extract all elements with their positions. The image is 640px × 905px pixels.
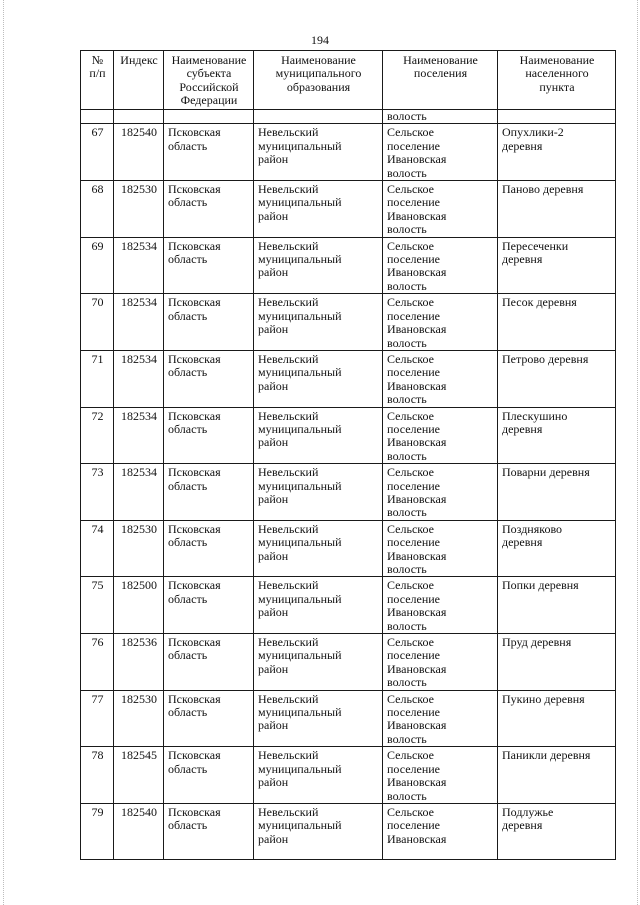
cell-subject: Псковская область <box>164 577 254 634</box>
cell-municipality: Невельский муниципальный район <box>254 464 383 521</box>
table-row <box>81 294 616 351</box>
continuation-settlement: волость <box>383 110 498 124</box>
cell-subject: Псковская область <box>164 747 254 804</box>
cell-index: 182540 <box>114 803 164 859</box>
header-settlement: Наименование поселения <box>383 51 498 110</box>
cell-number: 70 <box>81 294 114 351</box>
cell-index: 182500 <box>114 577 164 634</box>
cell-settlement: Сельское поселение Ивановская волость <box>383 407 498 464</box>
cell-locality: Пруд деревня <box>498 634 616 691</box>
table-row <box>81 237 616 294</box>
cell-locality: Паникли деревня <box>498 747 616 804</box>
cell-settlement: Сельское поселение Ивановская волость <box>383 634 498 691</box>
cell-municipality: Невельский муниципальный район <box>254 294 383 351</box>
continuation-cell <box>114 110 164 124</box>
table-row <box>81 577 616 634</box>
cell-settlement: Сельское поселение Ивановская волость <box>383 181 498 238</box>
cell-subject: Псковская область <box>164 124 254 181</box>
cell-settlement: Сельское поселение Ивановская волость <box>383 577 498 634</box>
cell-number: 78 <box>81 747 114 804</box>
continuation-row <box>81 110 616 124</box>
cell-number: 73 <box>81 464 114 521</box>
settlements-table <box>80 50 616 860</box>
cell-number: 72 <box>81 407 114 464</box>
cell-index: 182534 <box>114 237 164 294</box>
cell-settlement: Сельское поселение Ивановская волость <box>383 124 498 181</box>
cell-number: 79 <box>81 803 114 859</box>
cell-number: 77 <box>81 690 114 747</box>
cell-index: 182530 <box>114 181 164 238</box>
cell-subject: Псковская область <box>164 181 254 238</box>
header-municipality: Наименование муниципального образования <box>254 51 383 110</box>
cell-locality: Плескушино деревня <box>498 407 616 464</box>
cell-number: 71 <box>81 350 114 407</box>
table-row <box>81 803 616 859</box>
cell-subject: Псковская область <box>164 407 254 464</box>
cell-index: 182534 <box>114 350 164 407</box>
cell-index: 182545 <box>114 747 164 804</box>
cell-settlement: Сельское поселение Ивановская волость <box>383 690 498 747</box>
cell-index: 182530 <box>114 690 164 747</box>
cell-municipality: Невельский муниципальный район <box>254 350 383 407</box>
scan-edge-left <box>3 0 4 905</box>
cell-locality: Поздняково деревня <box>498 520 616 577</box>
cell-settlement: Сельское поселение Ивановская волость <box>383 747 498 804</box>
header-row <box>81 51 616 110</box>
cell-municipality: Невельский муниципальный район <box>254 181 383 238</box>
cell-municipality: Невельский муниципальный район <box>254 690 383 747</box>
cell-locality: Опухлики-2 деревня <box>498 124 616 181</box>
scan-edge-right <box>637 0 638 905</box>
cell-index: 182534 <box>114 294 164 351</box>
cell-locality: Попки деревня <box>498 577 616 634</box>
cell-municipality: Невельский муниципальный район <box>254 124 383 181</box>
cell-municipality: Невельский муниципальный район <box>254 577 383 634</box>
cell-index: 182536 <box>114 634 164 691</box>
cell-subject: Псковская область <box>164 350 254 407</box>
cell-municipality: Невельский муниципальный район <box>254 747 383 804</box>
continuation-cell <box>164 110 254 124</box>
table-row <box>81 181 616 238</box>
table-row <box>81 747 616 804</box>
cell-settlement: Сельское поселение Ивановская волость <box>383 237 498 294</box>
cell-settlement: Сельское поселение Ивановская волость <box>383 464 498 521</box>
continuation-cell <box>254 110 383 124</box>
cell-subject: Псковская область <box>164 690 254 747</box>
cell-subject: Псковская область <box>164 520 254 577</box>
cell-municipality: Невельский муниципальный район <box>254 520 383 577</box>
cell-locality: Песок деревня <box>498 294 616 351</box>
table-row <box>81 634 616 691</box>
table-row <box>81 464 616 521</box>
cell-index: 182530 <box>114 520 164 577</box>
cell-municipality: Невельский муниципальный район <box>254 803 383 859</box>
table-body <box>81 110 616 860</box>
table-row <box>81 520 616 577</box>
cell-locality: Поварни деревня <box>498 464 616 521</box>
table-row <box>81 124 616 181</box>
cell-settlement: Сельское поселение Ивановская волость <box>383 294 498 351</box>
cell-number: 68 <box>81 181 114 238</box>
continuation-cell <box>81 110 114 124</box>
cell-number: 75 <box>81 577 114 634</box>
cell-subject: Псковская область <box>164 803 254 859</box>
cell-settlement: Сельское поселение Ивановская волость <box>383 350 498 407</box>
cell-index: 182540 <box>114 124 164 181</box>
cell-locality: Пересеченки деревня <box>498 237 616 294</box>
cell-municipality: Невельский муниципальный район <box>254 237 383 294</box>
cell-index: 182534 <box>114 464 164 521</box>
cell-number: 76 <box>81 634 114 691</box>
cell-subject: Псковская область <box>164 634 254 691</box>
header-number: № п/п <box>81 51 114 110</box>
cell-subject: Псковская область <box>164 294 254 351</box>
cell-locality: Паново деревня <box>498 181 616 238</box>
cell-locality: Пукино деревня <box>498 690 616 747</box>
continuation-cell <box>498 110 616 124</box>
table-row <box>81 350 616 407</box>
table-header <box>81 51 616 110</box>
header-subject: Наименование субъекта Российской Федерации <box>164 51 254 110</box>
cell-number: 67 <box>81 124 114 181</box>
cell-index: 182534 <box>114 407 164 464</box>
cell-subject: Псковская область <box>164 464 254 521</box>
cell-number: 69 <box>81 237 114 294</box>
cell-locality: Подлужье деревня <box>498 803 616 859</box>
header-locality: Наименование населенного пункта <box>498 51 616 110</box>
table-row <box>81 407 616 464</box>
cell-settlement: Сельское поселение Ивановская волость <box>383 520 498 577</box>
header-index: Индекс <box>114 51 164 110</box>
cell-subject: Псковская область <box>164 237 254 294</box>
table-row <box>81 690 616 747</box>
cell-municipality: Невельский муниципальный район <box>254 407 383 464</box>
cell-municipality: Невельский муниципальный район <box>254 634 383 691</box>
page-number: 194 <box>311 33 329 47</box>
cell-settlement: Сельское поселение Ивановская <box>383 803 498 859</box>
cell-number: 74 <box>81 520 114 577</box>
cell-locality: Петрово деревня <box>498 350 616 407</box>
